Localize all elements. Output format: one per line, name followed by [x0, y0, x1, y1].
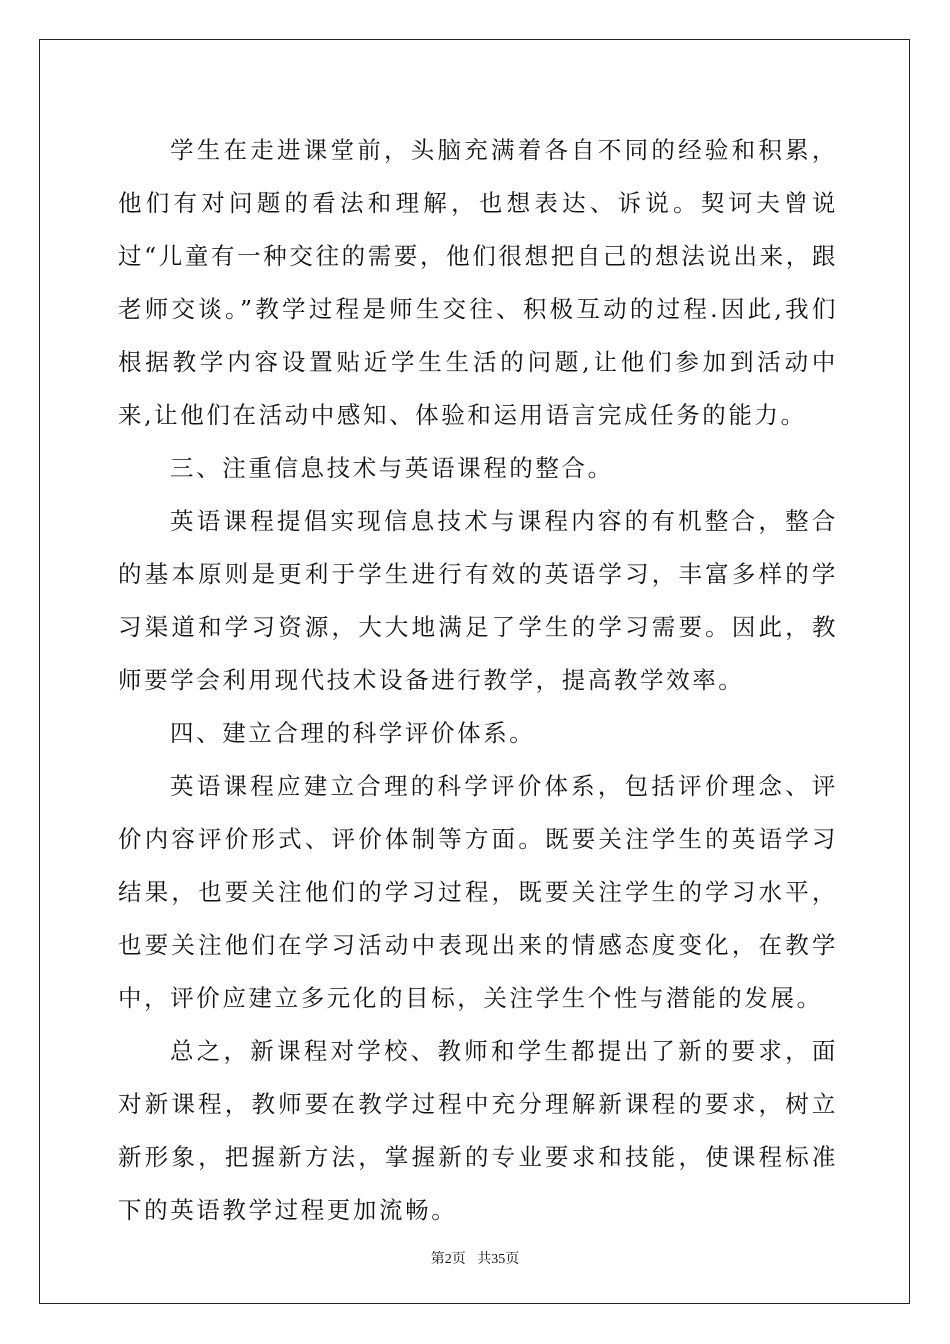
section-heading-4: 四、建立合理的科学评价体系。 — [170, 719, 536, 747]
page-total: 共35页 — [477, 1252, 520, 1267]
paragraph-4: 英语课程应建立合理的科学评价体系，包括评价理念、评价内容评价形式、评价体制等方面。既要关注学生的英语学习结果，也要关注他们的学习过程，既要关注学生的学习水平，也要关注他们在学习活动中表现出来的情感态度变化，在教学中，评价应建立多元化的目标，关注学生个性与潜能的发展。 — [118, 772, 838, 1012]
section-heading-3: 三、注重信息技术与英语课程的整合。 — [170, 454, 614, 482]
paragraph-conclusion: 总之，新课程对学校、教师和学生都提出了新的要求，面对新课程，教师要在教学过程中充分理解新课程的要求，树立新形象，把握新方法，掌握新的专业要求和技能，使课程标准下的英语教学过程更加流畅。 — [118, 1037, 838, 1224]
paragraph-1: 学生在走进课堂前，头脑充满着各自不同的经验和积累，他们有对问题的看法和理解，也想表达、诉说。契诃夫曾说过“儿童有一种交往的需要，他们很想把自己的想法说出来，跟老师交谈。”教学过程是师生交往、积极互动的过程.因此,我们根据教学内容设置贴近学生生活的问题,让他们参加到活动中来,让他们在活动中感知、体验和运用语言完成任务的能力。 — [118, 136, 838, 429]
page-number: 第2页 — [430, 1252, 466, 1267]
paragraph-3: 英语课程提倡实现信息技术与课程内容的有机整合，整合的基本原则是更利于学生进行有效的英语学习，丰富多样的学习渠道和学习资源，大大地满足了学生的学习需要。因此，教师要学会利用现代技术设备进行教学，提高教学效率。 — [118, 507, 838, 694]
page-footer — [0, 1248, 950, 1268]
